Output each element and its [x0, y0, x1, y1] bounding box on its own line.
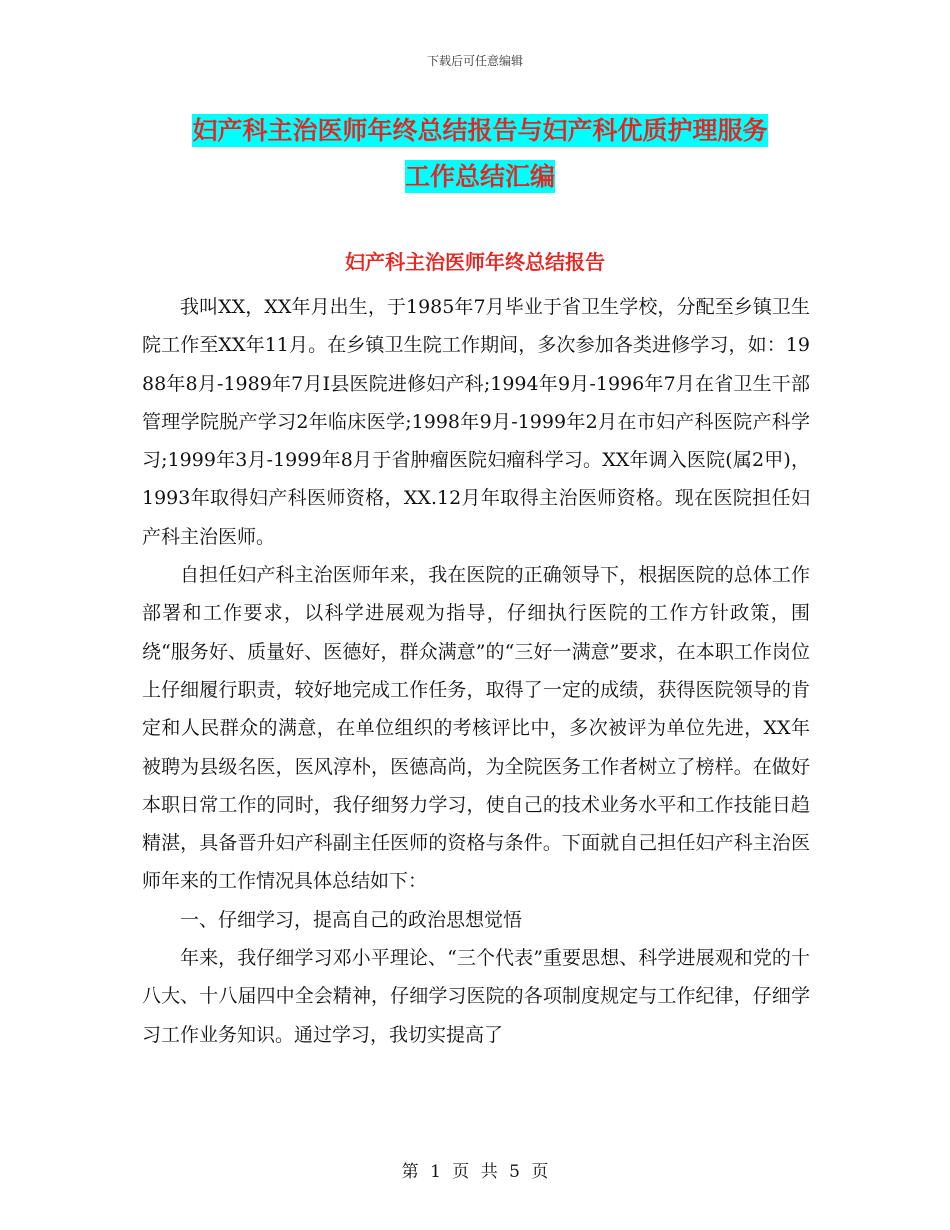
page-header-note: 下载后可任意编辑 — [426, 54, 523, 68]
page-footer: 第 1 页 共 5 页 — [401, 1162, 549, 1182]
document-title-line-2: 工作总结汇编 — [404, 162, 555, 191]
paragraph-2: 自担任妇产科主治医师年来，我在医院的正确领导下，根据医院的总体工作部署和工作要求，以科学进展观为指导，仔细执行医院的工作方针政策，围绕“服务好、质量好、医德好，群众满意”的“三好一满意”要求，在本职工作岗位上仔细履行职责，较好地完成工作任务，取得了一定的成绩，获得医院领导的肯定和人民群众的满意，在单位组织的考核评比中，多次被评为单位先进，XX年被聘为县级名医，医风淳朴，医德高尚，为全院医务工作者树立了榜样。在做好本职日常工作的同时，我仔细努力学习，使自己的技术业务水平和工作技能日趋精湛，具备晋升妇产科副主任医师的资格与条件。下面就自己担任妇产科主治医师年来的工作情况具体总结如下： — [142, 564, 810, 893]
paragraph-1: 我叫XX，XX年月出生，于1985年7月毕业于省卫生学校，分配至乡镇卫生院工作至XX年11月。在乡镇卫生院工作期间，多次参加各类进修学习，如：1988年8月-1989年7月I县医院进修妇产科;1994年9月-1996年7月在省卫生干部管理学院脱产学习2年临床医学;1998年9月-1999年2月在市妇产科医院产科学习;1999年3月-1999年8月于省肿瘤医院妇瘤科学习。XX年调入医院(属2甲)，1993年取得妇产科医师资格，XX.12月年取得主治医师资格。现在医院担任妇产科主治医师。 — [142, 296, 810, 548]
section-title: 妇产科主治医师年终总结报告 — [345, 250, 605, 274]
document-title — [130, 108, 830, 200]
document-title-line-1: 妇产科主治医师年终总结报告与妇产科优质护理服务 — [192, 116, 768, 145]
paragraph-3: 年来，我仔细学习邓小平理论、“三个代表”重要思想、科学进展观和党的十八大、十八届四中全会精神，仔细学习医院的各项制度规定与工作纪律，仔细学习工作业务知识。通过学习，我切实提高了 — [142, 947, 810, 1046]
section-heading-1: 一、仔细学习，提高自己的政治思想觉悟 — [180, 908, 523, 931]
document-body — [142, 288, 810, 1054]
